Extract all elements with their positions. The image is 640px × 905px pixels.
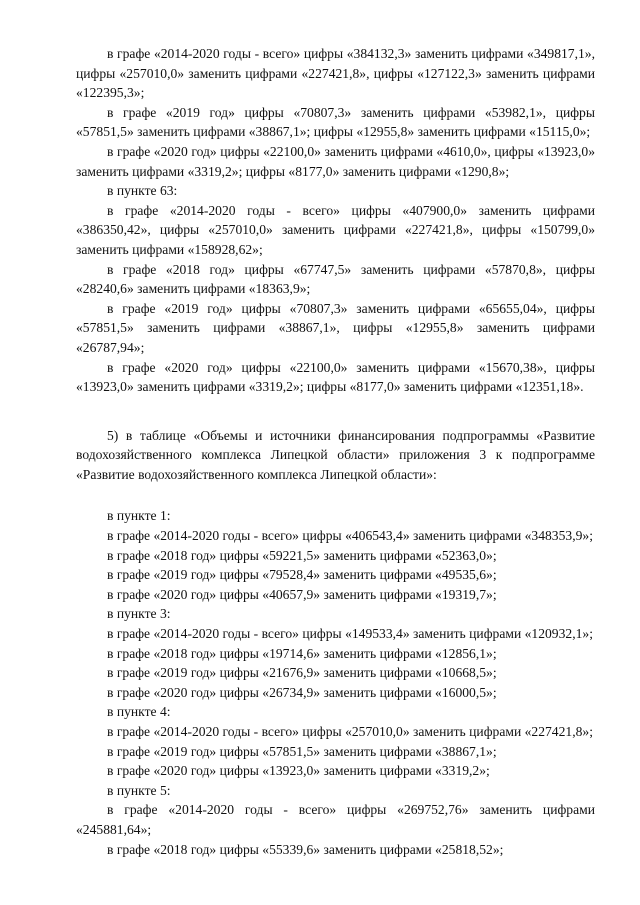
paragraph-item-8: в графе «2020 год» цифры «22100,0» заменить цифрами «15670,38», цифры «13923,0» заменить цифрами «3319,2»; цифры «8177,0» заменить цифрами «12351,18». — [76, 359, 595, 395]
paragraph-item-23: в графе «2020 год» цифры «13923,0» заменить цифрами «3319,2»; — [107, 763, 490, 779]
paragraph-item-12: в графе «2018 год» цифры «59221,5» заменить цифрами «52363,0»; — [107, 547, 497, 563]
paragraph-item-5: в графе «2014-2020 годы - всего» цифры «407900,0» заменить цифрами «386350,42», цифры «257010,0» заменить цифрами «227421,8», цифры «150799,0» заменить цифрами «158928,62»; — [76, 202, 595, 257]
paragraph-item-21: в графе «2014-2020 годы - всего» цифры «257010,0» заменить цифрами «227421,8»; — [107, 724, 593, 739]
paragraph-item-26: в графе «2018 год» цифры «55339,6» заменить цифрами «25818,52»; — [107, 841, 504, 857]
paragraph-item-6: в графе «2018 год» цифры «67747,5» заменить цифрами «57870,8», цифры «28240,6» заменить цифрами «18363,9»; — [76, 261, 595, 297]
paragraph-item-7: в графе «2019 год» цифры «70807,3» заменить цифрами «65655,04», цифры «57851,5» заменить цифрами «38867,1», цифры «12955,8» заменить цифрами «26787,94»; — [76, 300, 595, 355]
paragraph-item-16: в графе «2014-2020 годы - всего» цифры «149533,4» заменить цифрами «120932,1»; — [107, 626, 593, 642]
paragraph-item-24: в пункте 5: — [107, 782, 171, 798]
paragraph-item-25: в графе «2014-2020 годы - всего» цифры «269752,76» заменить цифрами «245881,64»; — [76, 802, 595, 837]
paragraph-item-11: в графе «2014-2020 годы - всего» цифры «406543,4» заменить цифрами «348353,9»; — [107, 528, 593, 544]
document-page — [76, 44, 595, 859]
paragraph-item-13: в графе «2019 год» цифры «79528,4» заменить цифрами «49535,6»; — [107, 567, 497, 583]
paragraph-item-1: в графе «2014-2020 годы - всего» цифры «384132,3» заменить цифрами «349817,1», цифры «257010,0» заменить цифрами «227421,8», цифры «127122,3» заменить цифрами «122395,3»; — [76, 46, 595, 101]
paragraph-item-4: в пункте 63: — [107, 183, 178, 199]
paragraph-item-18: в графе «2019 год» цифры «21676,9» заменить цифрами «10668,5»; — [107, 665, 497, 681]
paragraph-item-22: в графе «2019 год» цифры «57851,5» заменить цифрами «38867,1»; — [107, 743, 497, 759]
paragraph-item-2: в графе «2019 год» цифры «70807,3» заменить цифрами «53982,1», цифры «57851,5» заменить цифрами «38867,1»; цифры «12955,8» заменить цифрами «15115,0»; — [76, 104, 595, 140]
paragraph-item-19: в графе «2020 год» цифры «26734,9» заменить цифрами «16000,5»; — [107, 684, 497, 700]
paragraph-item-15: в пункте 3: — [107, 606, 171, 622]
paragraph-item-17: в графе «2018 год» цифры «19714,6» заменить цифрами «12856,1»; — [107, 645, 497, 661]
section-heading-paragraph: 5) в таблице «Объемы и источники финансирования подпрограммы «Развитие водохозяйственного комплекса Липецкой области» приложения 3 к подпрограмме «Развитие водохозяйственного комплекса Липецкой области»: — [76, 427, 595, 482]
paragraph-item-10: в пункте 1: — [107, 508, 171, 524]
paragraph-item-20: в пункте 4: — [107, 704, 171, 720]
paragraph-item-14: в графе «2020 год» цифры «40657,9» заменить цифрами «19319,7»; — [107, 586, 497, 602]
paragraph-item-3: в графе «2020 год» цифры «22100,0» заменить цифрами «4610,0», цифры «13923,0» заменить цифрами «3319,2»; цифры «8177,0» заменить цифрами «1290,8»; — [76, 143, 595, 179]
